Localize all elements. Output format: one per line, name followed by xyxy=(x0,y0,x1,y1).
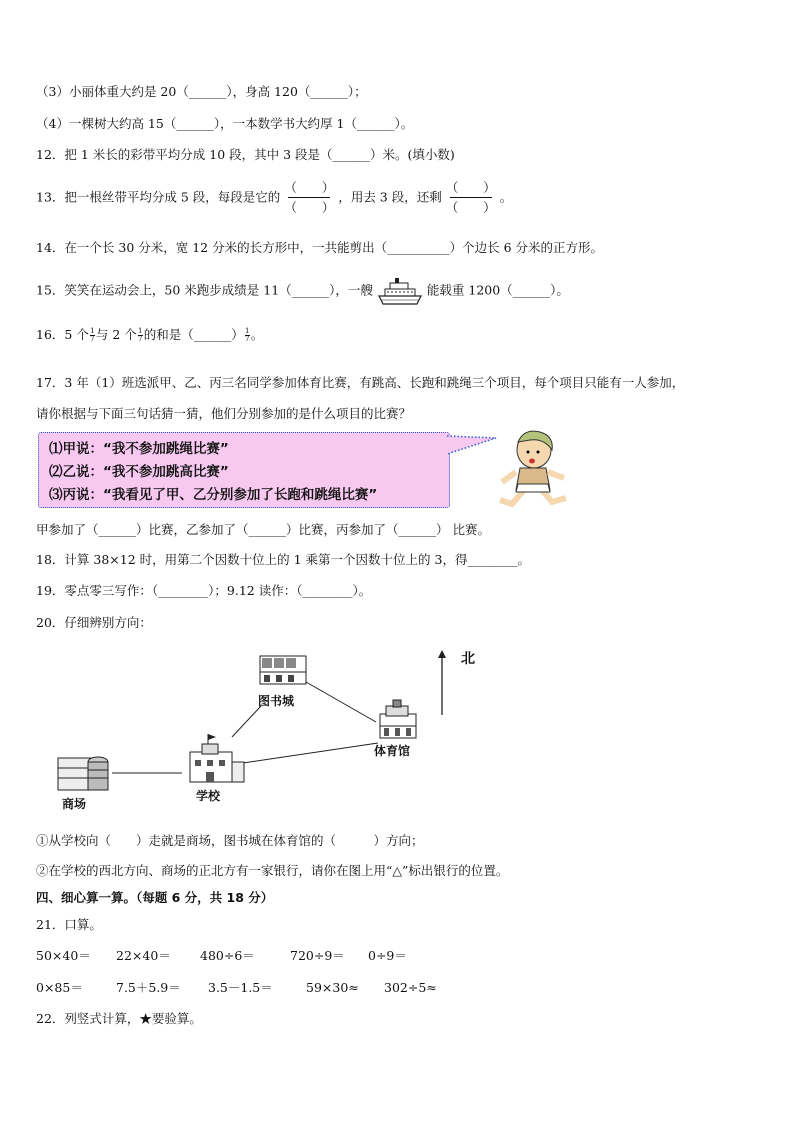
q20-statement-2: ②在学校的西北方向、商场的正北方有一家银行，请你在图上用“△”标出银行的位置。 xyxy=(36,863,509,878)
q15-text-pre: 15．笑笑在运动会上，50 米跑步成绩是 11（______），一艘 xyxy=(36,282,373,298)
q16-part4: 。 xyxy=(250,327,264,342)
q14: 14．在一个长 30 分米，宽 12 分米的长方形中，一共能剪出（__________）个边长 6 分米的正方形。 xyxy=(36,240,604,255)
q15-text-post: 能载重 1200（______）。 xyxy=(426,282,569,298)
oral-calc-item: 0×85＝ xyxy=(36,980,83,995)
library-icon xyxy=(260,656,306,684)
gym-label: 体育馆 xyxy=(374,744,411,758)
q13 xyxy=(36,180,512,215)
fraction-blank-1[interactable] xyxy=(284,180,334,215)
fraction-blank-2[interactable] xyxy=(446,180,496,215)
q21-title: 21．口算。 xyxy=(36,917,102,932)
q17-line1: 17．3 年（1）班选派甲、乙、丙三名同学参加体育比赛，有跳高、长跑和跳绳三个项目，每个项目只能有一人参加， xyxy=(36,375,685,390)
oral-calc-item: 480÷6＝ xyxy=(200,948,255,963)
q11-line3: （3）小丽体重大约是 20（______），身高 120（______）； xyxy=(36,84,367,99)
q13-text-end: 。 xyxy=(499,189,513,205)
running-boy-icon xyxy=(494,428,574,510)
school-label: 学校 xyxy=(196,789,221,803)
ship-icon xyxy=(377,276,423,306)
speech-bubble-tail xyxy=(446,434,498,456)
speech-bubble xyxy=(38,432,450,508)
market-label: 商场 xyxy=(62,797,87,811)
q11-line4: （4）一棵树大约高 15（______），一本数学书大约厚 1（______）。 xyxy=(36,116,414,131)
q20-title: 20．仔细辨别方向： xyxy=(36,615,152,630)
fraction-one-seventh: $\frac{1}{7}$ xyxy=(245,327,250,343)
q17-line2: 请你根据与下面三句话猜一猜，他们分别参加的是什么项目的比赛？ xyxy=(36,406,412,421)
bubble-line-3: ⑶丙说：“我看见了甲、乙分别参加了长跑和跳绳比赛” xyxy=(49,487,378,503)
q19: 19．零点零三写作：（________）；9.12 读作：（________）。 xyxy=(36,583,372,598)
q16-part2: 与 2 个 xyxy=(95,327,137,342)
q16-part1: 16．5 个 xyxy=(36,327,89,342)
gym-icon xyxy=(380,700,416,738)
fraction-one-seventh: $\frac{1}{7}$ xyxy=(138,327,143,343)
q13-text-pre: 13．把一根丝带平均分成 5 段，每段是它的 xyxy=(36,189,281,205)
oral-calc-item: 22×40＝ xyxy=(116,948,171,963)
library-label: 图书城 xyxy=(258,694,295,708)
section-4-heading: 四、细心算一算。（每题 6 分，共 18 分） xyxy=(36,890,274,905)
q22: 22．列竖式计算，★要验算。 xyxy=(36,1011,202,1026)
fraction-one-seventh: $\frac{1}{7}$ xyxy=(90,327,95,343)
direction-map xyxy=(40,640,500,820)
q15 xyxy=(36,276,569,306)
oral-calc-item: 0÷9＝ xyxy=(368,948,407,963)
q21-row-2 xyxy=(36,980,736,996)
q12: 12．把 1 米长的彩带平均分成 10 段，其中 3 段是（______）米。(填小数) xyxy=(36,147,455,162)
oral-calc-item: 720÷9＝ xyxy=(290,948,345,963)
q16-part3: 的和是（______） xyxy=(143,327,244,342)
q13-text-mid: ，用去 3 段，还剩 xyxy=(338,189,442,205)
oral-calc-item: 59×30≈ xyxy=(306,980,359,995)
north-label: 北 xyxy=(461,651,475,667)
oral-calc-item: 3.5－1.5＝ xyxy=(208,980,273,995)
bubble-line-2: ⑵乙说：“我不参加跳高比赛” xyxy=(49,464,229,480)
oral-calc-item: 7.5＋5.9＝ xyxy=(116,980,181,995)
q16 xyxy=(36,327,263,343)
oral-calc-item: 50×40＝ xyxy=(36,948,91,963)
school-icon xyxy=(190,734,244,782)
q20-statement-1: ①从学校向（ ）走就是商场，图书城在体育馆的（ ）方向； xyxy=(36,833,424,848)
q21-row-1 xyxy=(36,948,736,964)
market-icon xyxy=(58,757,108,790)
fraction-numerator: （ ） xyxy=(445,180,496,195)
q18: 18．计算 38×12 时，用第二个因数十位上的 1 乘第一个因数十位上的 3，得________。 xyxy=(36,552,530,567)
oral-calc-item: 302÷5≈ xyxy=(384,980,437,995)
q17-answer: 甲参加了（______）比赛，乙参加了（______）比赛，丙参加了（______） 比赛。 xyxy=(36,522,490,537)
fraction-denominator: （ ） xyxy=(284,200,335,215)
bubble-line-1: ⑴甲说：“我不参加跳绳比赛” xyxy=(49,441,229,457)
fraction-numerator: （ ） xyxy=(284,180,335,195)
fraction-denominator: （ ） xyxy=(445,200,496,215)
